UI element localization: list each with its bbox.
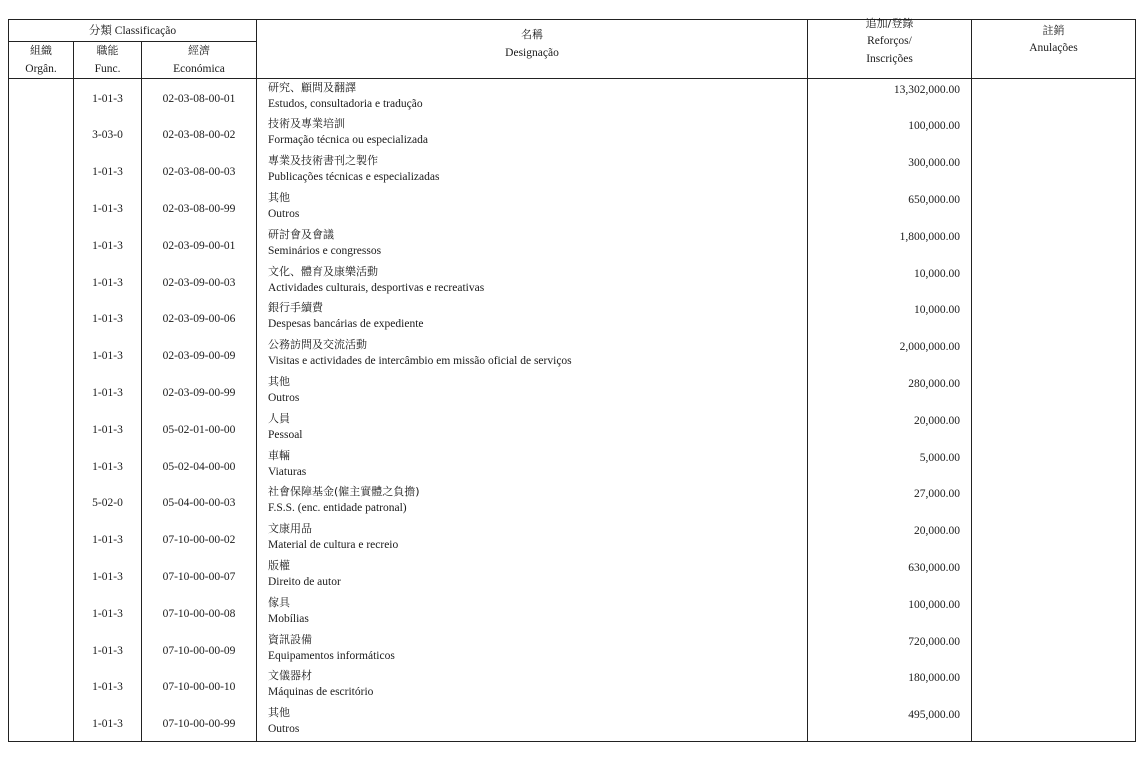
row-desig-zh: 其他 — [268, 190, 290, 204]
row-reinforcement-amount: 100,000.00 — [908, 598, 960, 611]
row-desig-pt: Despesas bancárias de expediente — [268, 318, 424, 331]
row-desig-pt: Visitas e actividades de intercâmbio em missão oficial de serviços — [268, 355, 572, 368]
row-desig-pt: Publicações técnicas e especializadas — [268, 171, 440, 184]
row-func-code: 3-03-0 — [92, 129, 123, 142]
row-desig-pt: Seminários e congressos — [268, 244, 382, 257]
row-desig-zh: 銀行手續費 — [268, 301, 323, 315]
row-econ-code: 07-10-00-00-08 — [162, 607, 236, 620]
row-econ-code: 07-10-00-00-10 — [162, 681, 236, 694]
row-func-code: 1-01-3 — [92, 718, 123, 731]
row-reinforcement-amount: 10,000.00 — [914, 304, 960, 317]
row-econ-code: 05-04-00-00-03 — [162, 497, 236, 510]
row-desig-pt: Formação técnica ou especializada — [268, 134, 428, 147]
header-func-pt: Func. — [94, 63, 121, 75]
row-func-code: 1-01-3 — [92, 92, 123, 105]
row-desig-pt: Outros — [268, 391, 300, 404]
col-border-reinf — [971, 19, 972, 742]
row-econ-code: 05-02-01-00-00 — [162, 423, 236, 436]
row-reinforcement-amount: 300,000.00 — [908, 157, 960, 170]
row-desig-pt: Mobílias — [268, 612, 309, 625]
row-reinforcement-amount: 20,000.00 — [914, 414, 960, 427]
row-func-code: 5-02-0 — [92, 497, 123, 510]
row-func-code: 1-01-3 — [92, 166, 123, 179]
row-reinforcement-amount: 650,000.00 — [908, 193, 960, 206]
row-desig-pt: F.S.S. (enc. entidade patronal) — [268, 502, 407, 515]
row-desig-zh: 文化、體育及康樂活動 — [268, 264, 378, 278]
row-econ-code: 02-03-09-00-09 — [162, 350, 236, 363]
row-desig-zh: 公務訪問及交流活動 — [268, 338, 367, 352]
row-econ-code: 02-03-08-00-03 — [162, 166, 236, 179]
row-econ-code: 07-10-00-00-99 — [162, 718, 236, 731]
row-reinforcement-amount: 280,000.00 — [908, 377, 960, 390]
header-classification: 分類 Classificação — [88, 25, 177, 37]
row-reinforcement-amount: 2,000,000.00 — [899, 341, 960, 354]
header-annul-pt: Anulações — [1029, 42, 1078, 54]
header-econ-pt: Económica — [173, 63, 225, 75]
row-reinforcement-amount: 27,000.00 — [914, 488, 960, 501]
row-desig-zh: 人員 — [268, 411, 290, 425]
row-func-code: 1-01-3 — [92, 460, 123, 473]
col-border-econ — [256, 19, 257, 742]
row-reinforcement-amount: 100,000.00 — [908, 120, 960, 133]
row-desig-pt: Pessoal — [268, 428, 303, 441]
row-reinforcement-amount: 20,000.00 — [914, 525, 960, 538]
row-reinforcement-amount: 630,000.00 — [908, 561, 960, 574]
row-econ-code: 02-03-08-00-99 — [162, 202, 236, 215]
row-econ-code: 07-10-00-00-09 — [162, 644, 236, 657]
row-desig-zh: 版權 — [268, 558, 290, 572]
row-desig-zh: 車輛 — [268, 448, 290, 462]
row-desig-pt: Outros — [268, 723, 300, 736]
row-desig-pt: Máquinas de escritório — [268, 686, 374, 699]
row-desig-zh: 文康用品 — [268, 522, 312, 536]
header-organ-pt: Orgân. — [25, 63, 57, 75]
row-func-code: 1-01-3 — [92, 570, 123, 583]
header-econ-zh: 經濟 — [188, 44, 210, 57]
row-econ-code: 02-03-09-00-99 — [162, 386, 236, 399]
row-desig-pt: Outros — [268, 207, 300, 220]
header-func-zh: 職能 — [96, 44, 119, 57]
header-reinf-zh: 追加/登錄 — [865, 17, 914, 30]
header-bottom-border — [8, 78, 1136, 79]
row-desig-pt: Actividades culturais, desportivas e recreativas — [268, 281, 485, 294]
row-func-code: 1-01-3 — [92, 202, 123, 215]
row-desig-pt: Material de cultura e recreio — [268, 539, 399, 552]
row-econ-code: 02-03-08-00-02 — [162, 129, 236, 142]
row-desig-zh: 其他 — [268, 374, 290, 388]
row-econ-code: 02-03-09-00-01 — [162, 239, 236, 252]
row-econ-code: 02-03-08-00-01 — [162, 92, 236, 105]
row-reinforcement-amount: 10,000.00 — [914, 267, 960, 280]
row-func-code: 1-01-3 — [92, 423, 123, 436]
row-desig-zh: 資訊設備 — [268, 632, 312, 646]
row-func-code: 1-01-3 — [92, 313, 123, 326]
row-reinforcement-amount: 5,000.00 — [919, 451, 960, 464]
row-desig-zh: 文儀器材 — [268, 669, 312, 683]
row-desig-zh: 傢具 — [268, 595, 290, 609]
header-desig-pt: Designação — [505, 47, 559, 59]
header-desig-zh: 名稱 — [521, 28, 543, 41]
col-border-left — [8, 19, 9, 742]
row-reinforcement-amount: 180,000.00 — [908, 672, 960, 685]
row-desig-zh: 其他 — [268, 706, 290, 720]
row-desig-zh: 社會保障基金(僱主實體之負擔) — [268, 485, 420, 499]
row-func-code: 1-01-3 — [92, 681, 123, 694]
row-desig-zh: 專業及技術書刊之製作 — [268, 154, 378, 168]
header-organ-zh: 組織 — [30, 44, 52, 57]
row-econ-code: 05-02-04-00-00 — [162, 460, 236, 473]
row-reinforcement-amount: 495,000.00 — [908, 709, 960, 722]
classification-divider — [8, 41, 256, 42]
row-desig-pt: Viaturas — [268, 465, 307, 478]
row-func-code: 1-01-3 — [92, 276, 123, 289]
header-reinf-pt1: Reforços/ — [867, 35, 912, 47]
row-desig-pt: Equipamentos informáticos — [268, 649, 395, 662]
row-reinforcement-amount: 720,000.00 — [908, 635, 960, 648]
row-desig-pt: Direito de autor — [268, 575, 341, 588]
row-func-code: 1-01-3 — [92, 644, 123, 657]
row-desig-zh: 研究、顧問及翻譯 — [268, 80, 356, 94]
table-bottom-border — [8, 741, 1136, 742]
row-econ-code: 02-03-09-00-06 — [162, 313, 236, 326]
row-econ-code: 07-10-00-00-07 — [162, 570, 236, 583]
row-desig-pt: Estudos, consultadoria e tradução — [268, 97, 423, 110]
row-econ-code: 07-10-00-00-02 — [162, 534, 236, 547]
row-func-code: 1-01-3 — [92, 534, 123, 547]
row-func-code: 1-01-3 — [92, 239, 123, 252]
row-func-code: 1-01-3 — [92, 350, 123, 363]
row-func-code: 1-01-3 — [92, 386, 123, 399]
row-desig-zh: 技術及專業培訓 — [268, 117, 345, 131]
row-reinforcement-amount: 1,800,000.00 — [899, 230, 960, 243]
row-func-code: 1-01-3 — [92, 607, 123, 620]
row-reinforcement-amount: 13,302,000.00 — [893, 83, 960, 96]
row-desig-zh: 研討會及會議 — [268, 227, 334, 241]
header-reinf-pt2: Inscrições — [866, 53, 913, 65]
row-econ-code: 02-03-09-00-03 — [162, 276, 236, 289]
col-border-right — [1135, 19, 1136, 742]
header-annul-zh: 註銷 — [1042, 24, 1065, 37]
